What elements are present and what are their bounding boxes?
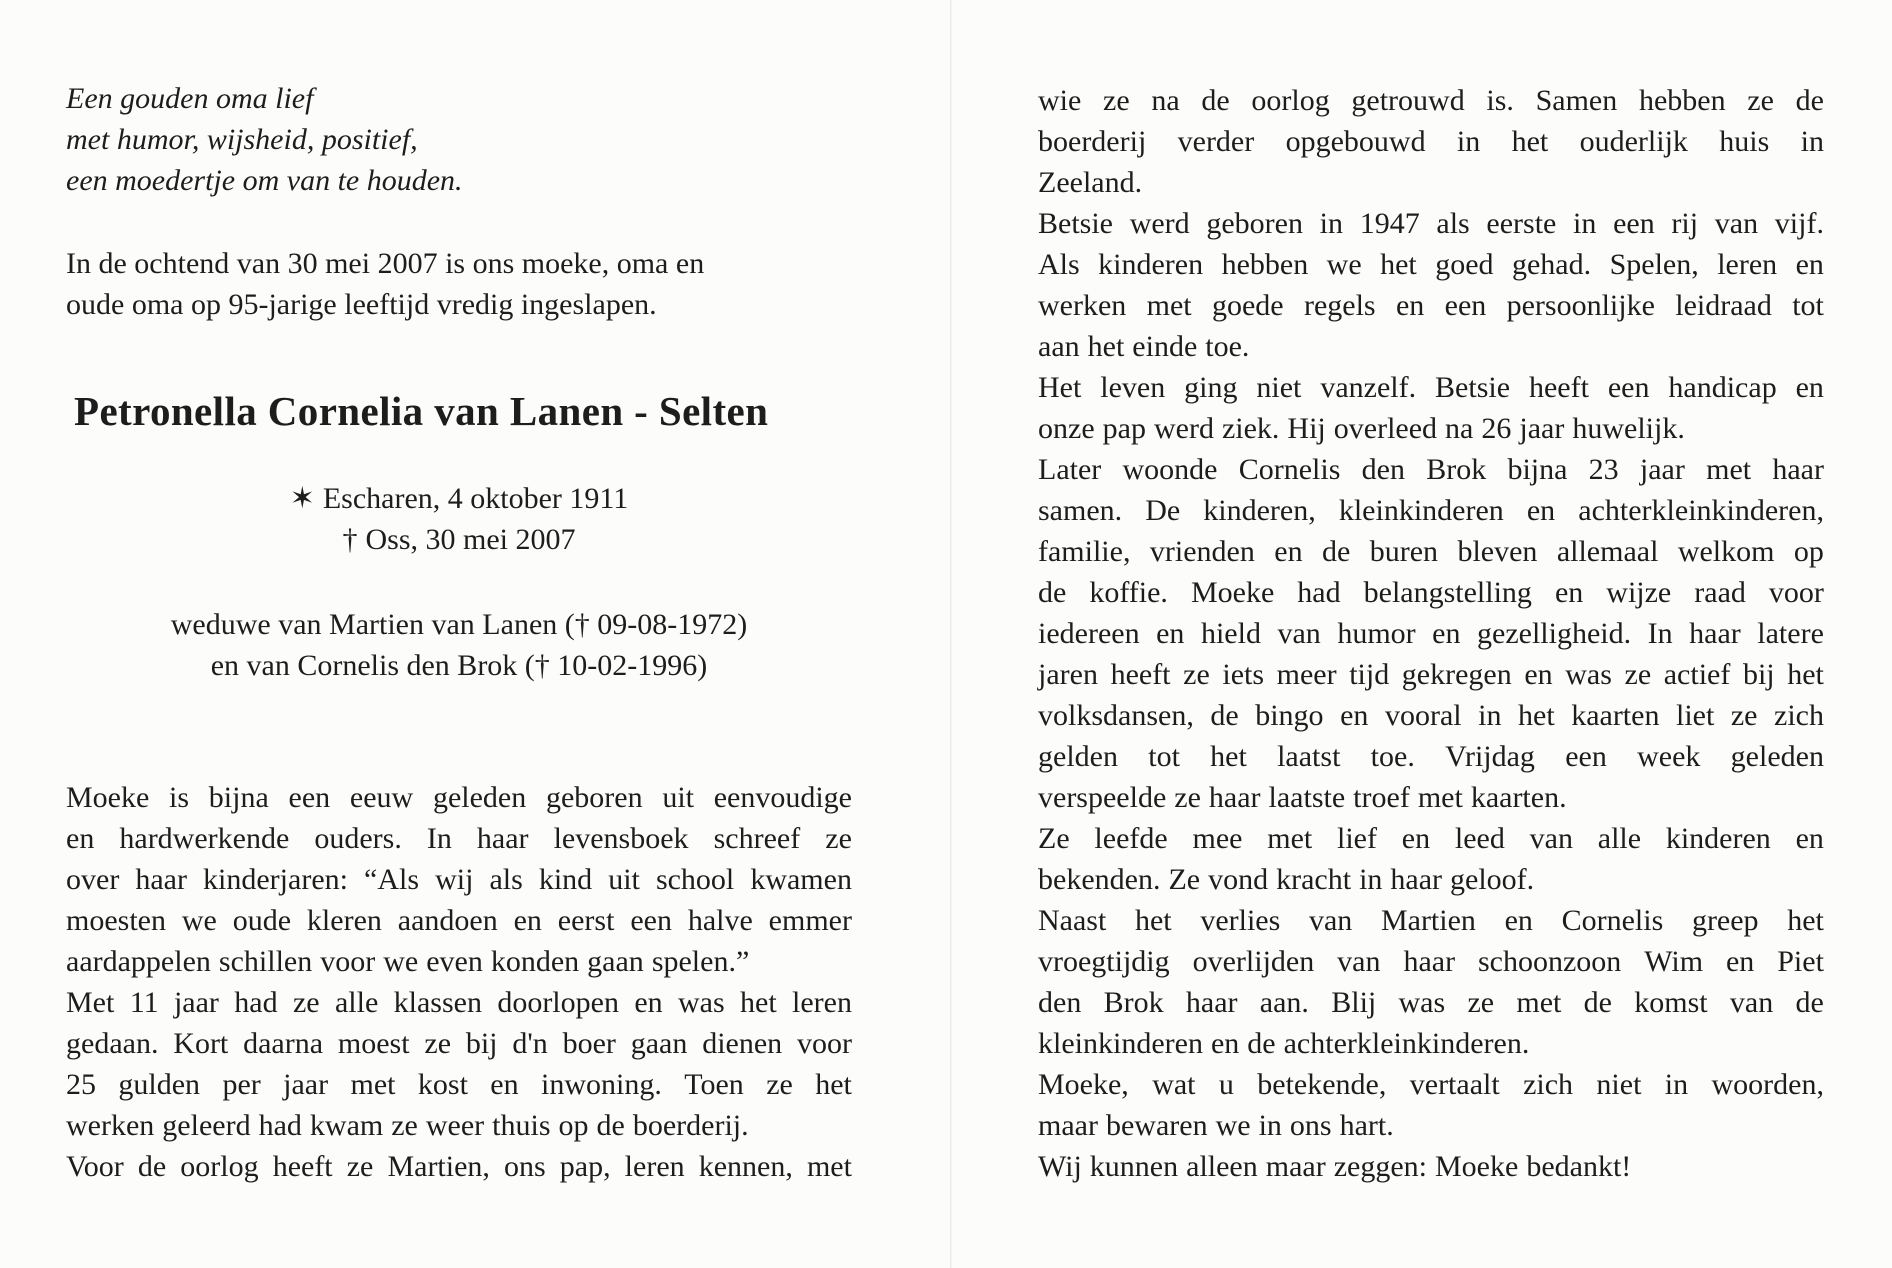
biography-line: Betsie werd geboren in 1947 als eerste in een rij van vijf.: [1038, 207, 1824, 240]
announcement-line: In de ochtend van 30 mei 2007 is ons moeke, oma en: [66, 247, 705, 280]
poem-line: een moedertje om van te houden.: [66, 164, 463, 197]
announcement: [66, 243, 846, 325]
birth-line: [66, 478, 852, 519]
biography-right: [1038, 80, 1824, 1187]
widow-info: [66, 604, 852, 686]
biography-line: de koffie. Moeke had belangstelling en wijze raad voor: [1038, 576, 1824, 609]
right-page: [1038, 0, 1822, 1268]
biography-line: gelden tot het laatst toe. Vrijdag een week geleden: [1038, 740, 1824, 773]
biography-line: volksdansen, de bingo en vooral in het kaarten liet ze zich: [1038, 699, 1824, 732]
poem-line: met humor, wijsheid, positief,: [66, 123, 418, 156]
biography-line: verspeelde ze haar laatste troef met kaarten.: [1038, 781, 1567, 814]
biography-line: samen. De kinderen, kleinkinderen en achterkleinkinderen,: [1038, 494, 1824, 527]
card-fold: [950, 0, 952, 1268]
biography-line: Later woonde Cornelis den Brok bijna 23 jaar met haar: [1038, 453, 1824, 486]
life-dates: [66, 478, 852, 560]
biography-line: familie, vrienden en de buren bleven allemaal welkom op: [1038, 535, 1824, 568]
biography-line: 25 gulden per jaar met kost en inwoning. Toen ze het: [66, 1068, 852, 1101]
biography-line: jaren heeft ze iets meer tijd gekregen en was ze actief bij het: [1038, 658, 1824, 691]
poem: [66, 78, 786, 201]
biography-line: en hardwerkende ouders. In haar levensboek schreef ze: [66, 822, 852, 855]
biography-line: Wij kunnen alleen maar zeggen: Moeke bedankt!: [1038, 1150, 1632, 1183]
biography-line: Naast het verlies van Martien en Cornelis greep het: [1038, 904, 1824, 937]
widow-line: en van Cornelis den Brok († 10-02-1996): [210, 649, 708, 682]
biography-line: vroegtijdig overlijden van haar schoonzoon Wim en Piet: [1038, 945, 1824, 978]
biography-line: Zeeland.: [1038, 166, 1143, 199]
announcement-line: oude oma op 95-jarige leeftijd vredig ingeslapen.: [66, 288, 657, 321]
biography-line: aan het einde toe.: [1038, 330, 1250, 363]
birth-text: Escharen, 4 oktober 1911: [322, 482, 629, 515]
biography-line: onze pap werd ziek. Hij overleed na 26 jaar huwelijk.: [1038, 412, 1685, 445]
biography-left: [66, 777, 852, 1187]
biography-line: kleinkinderen en de achterkleinkinderen.: [1038, 1027, 1530, 1060]
deceased-name: Petronella Cornelia van Lanen - Selten: [74, 388, 769, 434]
biography-line: wie ze na de oorlog getrouwd is. Samen hebben ze de: [1038, 84, 1824, 117]
poem-line: Een gouden oma lief: [66, 82, 314, 115]
biography-line: den Brok haar aan. Blij was ze met de komst van de: [1038, 986, 1824, 1019]
biography-line: Met 11 jaar had ze alle klassen doorlopen en was het leren: [66, 986, 852, 1019]
biography-line: werken met goede regels en een persoonlijke leidraad tot: [1038, 289, 1824, 322]
death-line: [66, 519, 852, 560]
biography-line: Moeke, wat u betekende, vertaalt zich niet in woorden,: [1038, 1068, 1824, 1101]
biography-line: over haar kinderjaren: “Als wij als kind uit school kwamen: [66, 863, 852, 896]
biography-line: Voor de oorlog heeft ze Martien, ons pap, leren kennen, met: [66, 1150, 852, 1183]
biography-line: werken geleerd had kwam ze weer thuis op de boerderij.: [66, 1109, 749, 1142]
biography-line: maar bewaren we in ons hart.: [1038, 1109, 1394, 1142]
biography-line: bekenden. Ze vond kracht in haar geloof.: [1038, 863, 1535, 896]
star-icon: ✶: [289, 482, 315, 515]
biography-line: boerderij verder opgebouwd in het ouderlijk huis in: [1038, 125, 1824, 158]
left-page: [66, 0, 852, 1268]
biography-line: aardappelen schillen voor we even konden gaan spelen.”: [66, 945, 750, 978]
cross-icon: †: [342, 523, 358, 556]
biography-line: gedaan. Kort daarna moest ze bij d'n boer gaan dienen voor: [66, 1027, 852, 1060]
death-text: Oss, 30 mei 2007: [365, 523, 576, 556]
widow-line: weduwe van Martien van Lanen († 09-08-1972): [170, 608, 748, 641]
biography-line: Ze leefde mee met lief en leed van alle kinderen en: [1038, 822, 1824, 855]
biography-line: Het leven ging niet vanzelf. Betsie heeft een handicap en: [1038, 371, 1824, 404]
biography-line: iedereen en hield van humor en gezelligheid. In haar latere: [1038, 617, 1824, 650]
biography-line: Moeke is bijna een eeuw geleden geboren uit eenvoudige: [66, 781, 852, 814]
biography-line: moesten we oude kleren aandoen en eerst een halve emmer: [66, 904, 852, 937]
biography-line: Als kinderen hebben we het goed gehad. Spelen, leren en: [1038, 248, 1824, 281]
